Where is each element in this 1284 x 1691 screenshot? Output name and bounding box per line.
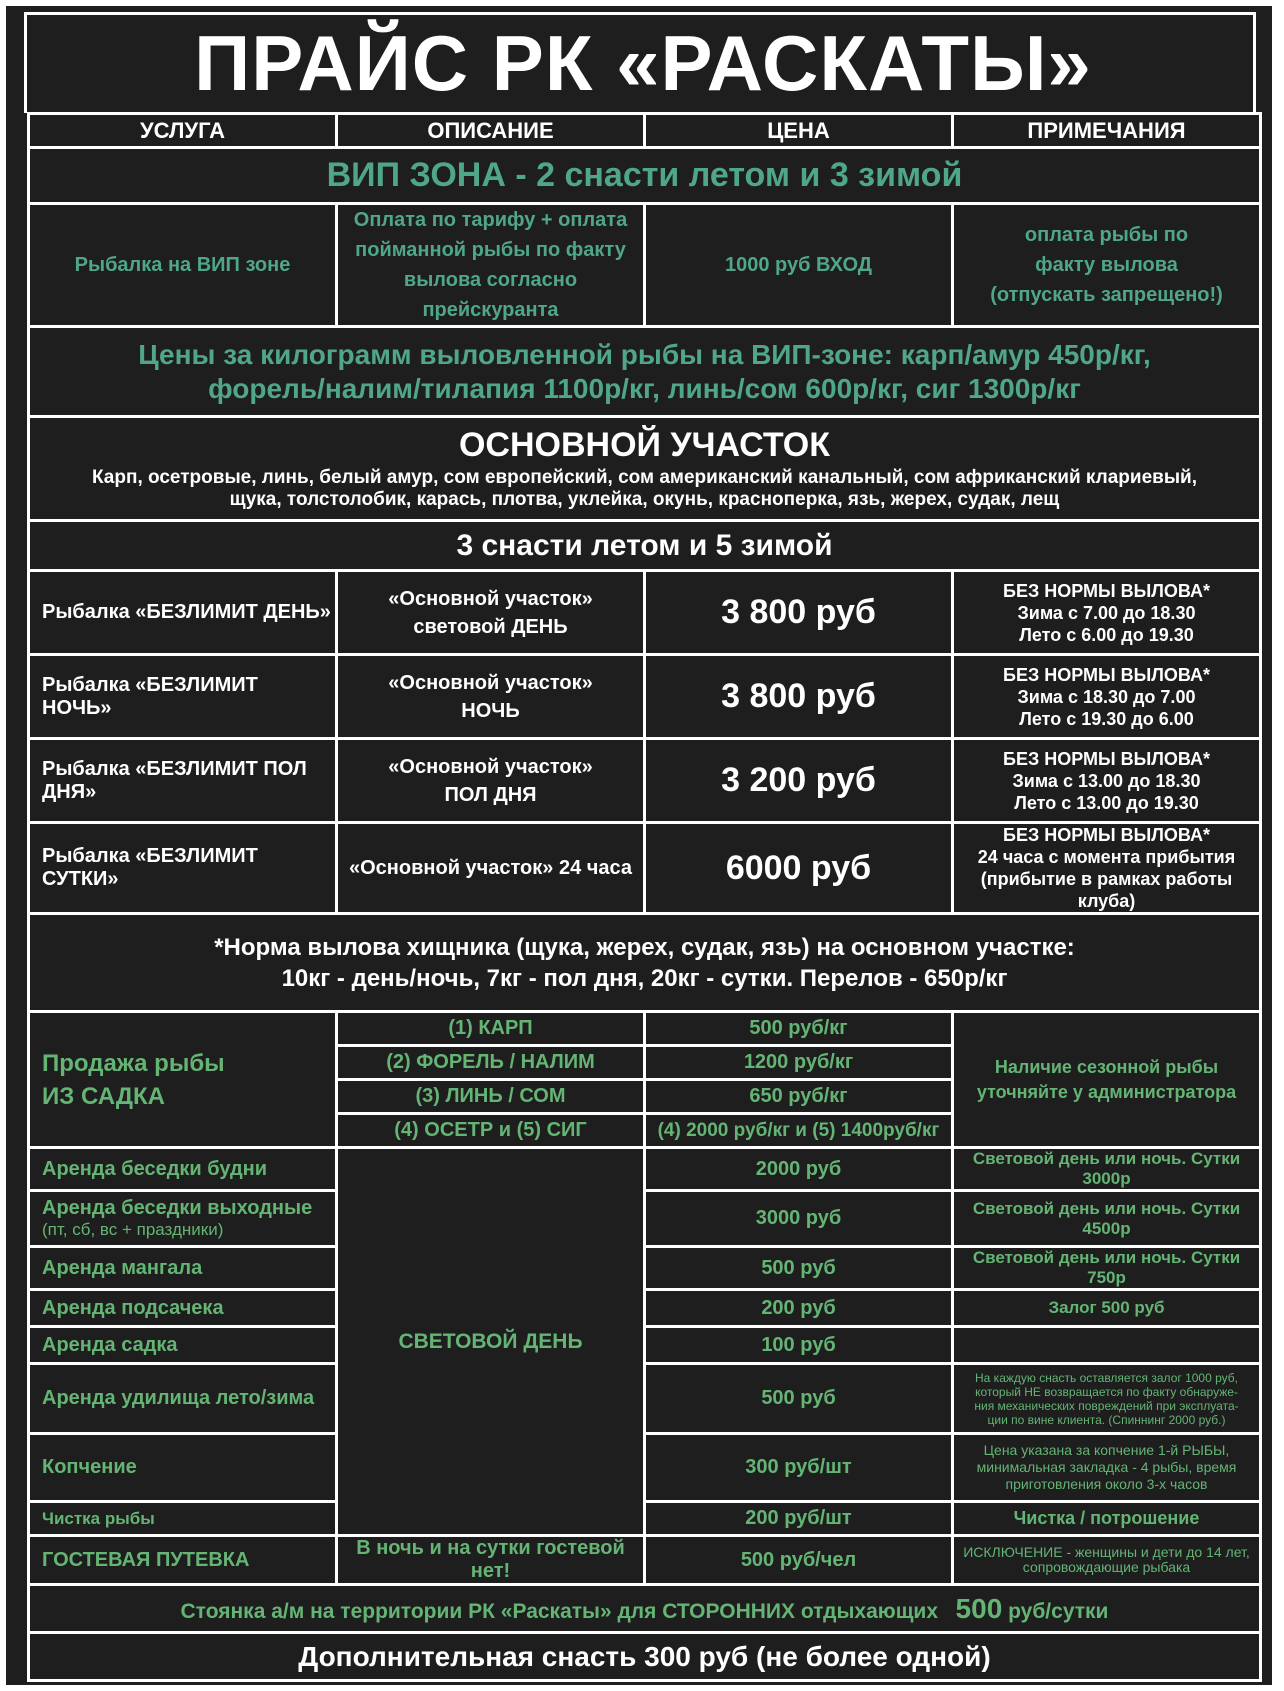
rental-price: 500 руб [645,1247,953,1290]
guest-price: 500 руб/чел [645,1536,953,1585]
main-row-service: Рыбалка «БЕЗЛИМИТ ПОЛ ДНЯ» [29,739,337,823]
rental-price: 200 руб/шт [645,1502,953,1536]
fish-sale-price: 650 руб/кг [645,1080,953,1114]
main-row-service: Рыбалка «БЕЗЛИМИТ СУТКИ» [29,823,337,914]
main-area-block [29,417,1261,521]
parking-note [29,1585,1261,1633]
guest-description: В ночь и на сутки гостевой нет! [337,1536,645,1585]
rental-service: Копчение [29,1434,337,1502]
rental-service: Чистка рыбы [29,1502,337,1536]
fish-sale-item: (4) ОСЕТР и (5) СИГ [337,1114,645,1148]
main-row-service: Рыбалка «БЕЗЛИМИТ ДЕНЬ» [29,571,337,655]
table-row [29,739,1261,823]
rental-service: Аренда удилища лето/зима [29,1364,337,1434]
table-row [29,1247,1261,1290]
parking-unit: руб/сутки [1008,1599,1109,1623]
table-row [29,1434,1261,1502]
rental-note: Чистка / потрошение [953,1502,1261,1536]
page-title: ПРАЙС РК «РАСКАТЫ» [194,18,1092,107]
guest-row [29,1536,1261,1585]
rental-service: Аренда беседки выходные (пт, сб, вс + праздники) [29,1191,337,1247]
table-row [29,655,1261,739]
main-area-heading: ОСНОВНОЙ УЧАСТОК [458,426,830,464]
price-table [27,112,1262,1682]
vip-fish-prices: Цены за килограмм выловленной рыбы на ВИП-зоне: карп/амур 450р/кг, форель/налим/тилапия 1100р/кг, линь/сом 600р/кг, сиг 1300р/кг [29,327,1261,417]
fish-sale-price: (4) 2000 руб/кг и (5) 1400руб/кг [645,1114,953,1148]
fish-sale-row [29,1012,1261,1046]
main-row-price: 3 200 руб [645,739,953,823]
rental-note [953,1327,1261,1364]
rental-price: 100 руб [645,1327,953,1364]
vip-price: 1000 руб ВХОД [645,204,953,327]
rental-shared-description: СВЕТОВОЙ ДЕНЬ [337,1148,645,1536]
fish-sale-item: (3) ЛИНЬ / СОМ [337,1080,645,1114]
main-row-notes: БЕЗ НОРМЫ ВЫЛОВА* Зима с 7.00 до 18.30 Лето с 6.00 до 19.30 [953,571,1261,655]
table-row [29,1290,1261,1327]
fish-sale-item: (2) ФОРЕЛЬ / НАЛИМ [337,1046,645,1080]
catch-norm-note: *Норма вылова хищника (щука, жерех, судак, язь) на основном участке: 10кг - день/ночь, 7кг - пол дня, 20кг - сутки. Перелов - 650р/кг [29,914,1261,1012]
main-row-service: Рыбалка «БЕЗЛИМИТ НОЧЬ» [29,655,337,739]
main-row-price: 3 800 руб [645,655,953,739]
table-row [29,823,1261,914]
parking-amount: 500 [955,1592,1003,1624]
fish-sale-price: 1200 руб/кг [645,1046,953,1080]
main-row-notes: БЕЗ НОРМЫ ВЫЛОВА* 24 часа с момента прибытия (прибытие в рамках работы клуба) [953,823,1261,914]
vip-heading: ВИП ЗОНА - 2 снасти летом и 3 зимой [29,148,1261,204]
header-row [29,114,1261,148]
rental-service: Аренда беседки будни [29,1148,337,1191]
table-row [29,1148,1261,1191]
fish-sale-price: 500 руб/кг [645,1012,953,1046]
table-row [29,1327,1261,1364]
rental-note: На каждую снасть оставляется залог 1000 руб, который НЕ возвращается по факту обнаруже- ния механических повреждений при эксплуата- ции по вине клиента. (Спиннинг 2000 руб.) [953,1364,1261,1434]
header-description: ОПИСАНИЕ [337,114,645,148]
main-row-description: «Основной участок» 24 часа [337,823,645,914]
species-line-2: щука, толстолобик, карась, плотва, уклейка, окунь, красноперка, язь, жерех, судак, лещ [229,489,1060,510]
species-line-1: Карп, осетровые, линь, белый амур, сом европейский, сом американский канальный, сом африканский клариевый, [91,467,1198,488]
main-row-description: «Основной участок» НОЧЬ [337,655,645,739]
rental-note: Залог 500 руб [953,1290,1261,1327]
main-row-price: 3 800 руб [645,571,953,655]
rental-note: Световой день или ночь. Сутки 4500р [953,1191,1261,1247]
rental-note: Световой день или ночь. Сутки 750р [953,1247,1261,1290]
rental-price: 2000 руб [645,1148,953,1191]
guest-service: ГОСТЕВАЯ ПУТЕВКА [29,1536,337,1585]
header-notes: ПРИМЕЧАНИЯ [953,114,1261,148]
rental-note: Цена указана за копчение 1-й РЫБЫ, минимальная закладка - 4 рыбы, время приготовления около 3-х часов [953,1434,1261,1502]
rental-price: 500 руб [645,1364,953,1434]
rental-service: Аренда мангала [29,1247,337,1290]
main-row-notes: БЕЗ НОРМЫ ВЫЛОВА* Зима с 13.00 до 18.30 Лето с 13.00 до 19.30 [953,739,1261,823]
main-row-price: 6000 руб [645,823,953,914]
table-row [29,571,1261,655]
fish-sale-service: Продажа рыбы ИЗ САДКА [29,1012,337,1148]
header-price: ЦЕНА [645,114,953,148]
fish-sale-item: (1) КАРП [337,1012,645,1046]
main-row-description: «Основной участок» световой ДЕНЬ [337,571,645,655]
rental-price: 200 руб [645,1290,953,1327]
rental-price: 300 руб/шт [645,1434,953,1502]
rental-service: Аренда подсачека [29,1290,337,1327]
parking-text: Стоянка а/м на территории РК «Раскаты» для СТОРОННИХ отдыхающих [180,1599,939,1623]
table-row [29,1502,1261,1536]
rental-price: 3000 руб [645,1191,953,1247]
main-row-notes: БЕЗ НОРМЫ ВЫЛОВА* Зима с 18.30 до 7.00 Лето с 19.30 до 6.00 [953,655,1261,739]
vip-row [29,204,1261,327]
vip-description: Оплата по тарифу + оплата пойманной рыбы по факту вылова согласно прейскуранта [337,204,645,327]
main-row-description: «Основной участок» ПОЛ ДНЯ [337,739,645,823]
header-service: УСЛУГА [29,114,337,148]
rental-note: Световой день или ночь. Сутки 3000р [953,1148,1261,1191]
tackle-heading: 3 снасти летом и 5 зимой [29,521,1261,571]
vip-service: Рыбалка на ВИП зоне [29,204,337,327]
rental-service: Аренда садка [29,1327,337,1364]
table-row [29,1364,1261,1434]
vip-notes: оплата рыбы по факту вылова (отпускать запрещено!) [953,204,1261,327]
extra-tackle-note: Дополнительная снасть 300 руб (не более одной) [29,1633,1261,1681]
guest-note: ИСКЛЮЧЕНИЕ - женщины и дети до 14 лет, сопровождающие рыбака [953,1536,1261,1585]
table-row [29,1191,1261,1247]
fish-sale-note: Наличие сезонной рыбы уточняйте у администратора [953,1012,1261,1148]
